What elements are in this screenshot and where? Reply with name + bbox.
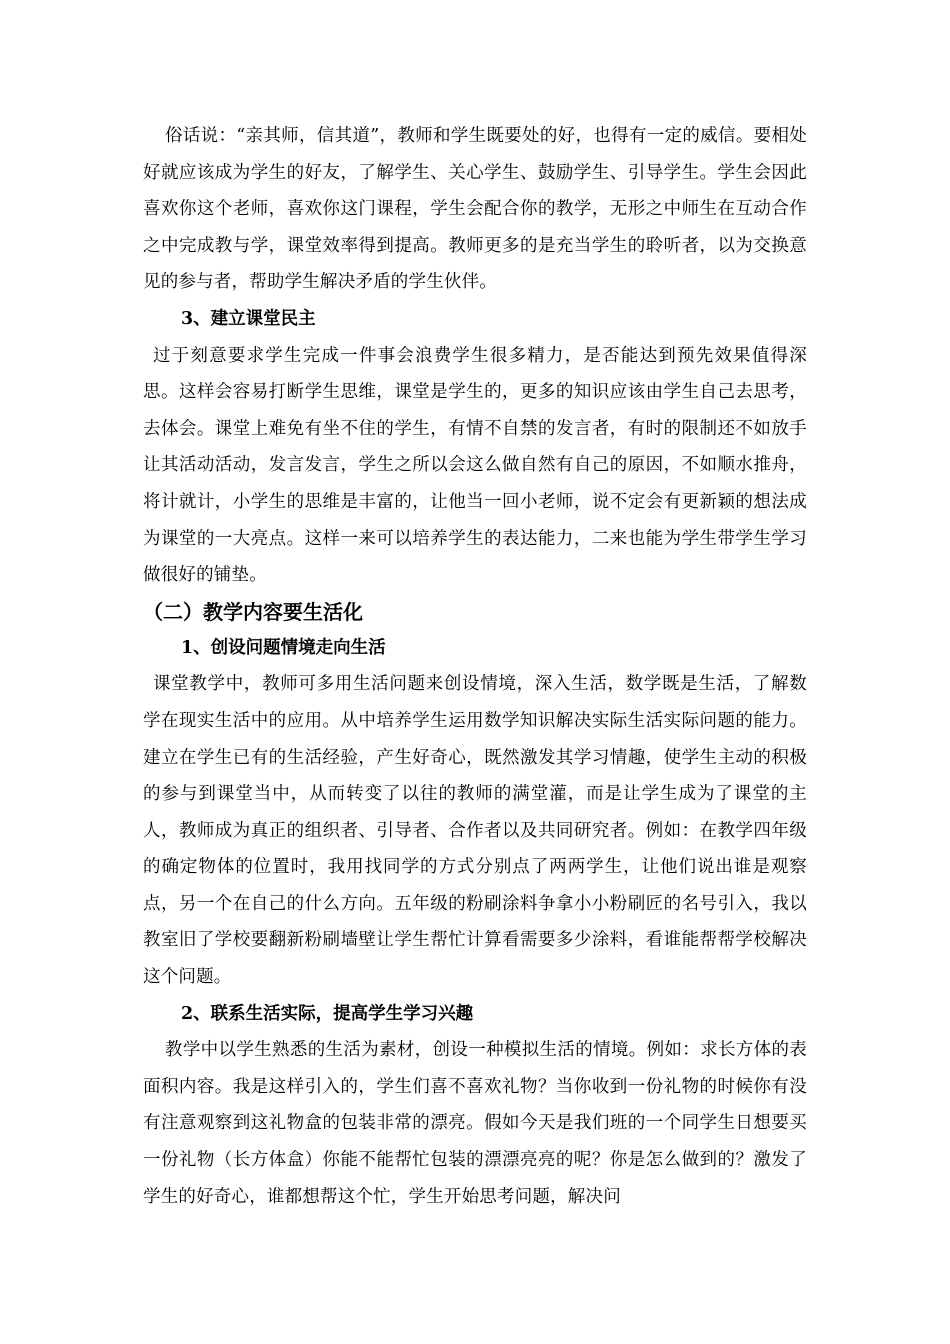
document-page bbox=[143, 118, 807, 1215]
subheading-problem-situation: 1、创设问题情境走向生活 bbox=[181, 637, 386, 658]
paragraph-problem-situation: 课堂教学中，教师可多用生活问题来创设情境，深入生活，数学既是生活，了解数学在现实生活中的应用。从中培养学生运用数学知识解决实际生活实际问题的能力。建立在学生已有的生活经验，产生好奇心，既然激发其学习情趣，使学生主动的积极的参与到课堂当中，从而转变了以往的教师的满堂灌，而是让学生成为了课堂的主人，教师成为真正的组织者、引导者、合作者以及共同研究者。例如：在教学四年级的确定物体的位置时，我用找同学的方式分别点了两两学生，让他们说出谁是观察点，另一个在自己的什么方向。五年级的粉刷涂料争拿小小粉刷匠的名号引入，我以教室旧了学校要翻新粉刷墙壁让学生帮忙计算看需要多少涂料，看谁能帮帮学校解决这个问题。 bbox=[143, 674, 807, 988]
subheading-classroom-democracy: 3、建立课堂民主 bbox=[181, 308, 316, 329]
paragraph-life-connection: 教学中以学生熟悉的生活为素材，创设一种模拟生活的情境。例如：求长方体的表面积内容。我是这样引入的，学生们喜不喜欢礼物？当你收到一份礼物的时候你有没有注意观察到这礼物盒的包装非常的漂亮。假如今天是我们班的一个同学生日想要买一份礼物（长方体盒）你能不能帮忙包装的漂漂亮亮的呢？你是怎么做到的？激发了学生的好奇心，谁都想帮这个忙，学生开始思考问题，解决问 bbox=[143, 1040, 807, 1207]
subheading-life-connection: 2、联系生活实际，提高学生学习兴趣 bbox=[181, 1003, 474, 1024]
paragraph-teacher-student-relationship: 俗话说：“亲其师，信其道”，教师和学生既要处的好，也得有一定的威信。要相处好就应该成为学生的好友，了解学生、关心学生、鼓励学生、引导学生。学生会因此喜欢你这个老师，喜欢你这门课程，学生会配合你的教学，无形之中师生在互动合作之中完成教与学，课堂效率得到提高。教师更多的是充当学生的聆听者，以为交换意见的参与者，帮助学生解决矛盾的学生伙伴。 bbox=[143, 126, 807, 293]
section-heading-life-oriented-content: （二）教学内容要生活化 bbox=[143, 599, 363, 624]
paragraph-classroom-democracy: 过于刻意要求学生完成一件事会浪费学生很多精力，是否能达到预先效果值得深思。这样会容易打断学生思维，课堂是学生的，更多的知识应该由学生自己去思考，去体会。课堂上难免有坐不住的学生，有情不自禁的发言者，有时的限制还不如放手让其活动活动，发言发言，学生之所以会这么做自然有自己的原因，不如顺水推舟，将计就计，小学生的思维是丰富的，让他当一回小老师，说不定会有更新颖的想法成为课堂的一大亮点。这样一来可以培养学生的表达能力，二来也能为学生带学生学习做很好的铺垫。 bbox=[143, 345, 807, 586]
